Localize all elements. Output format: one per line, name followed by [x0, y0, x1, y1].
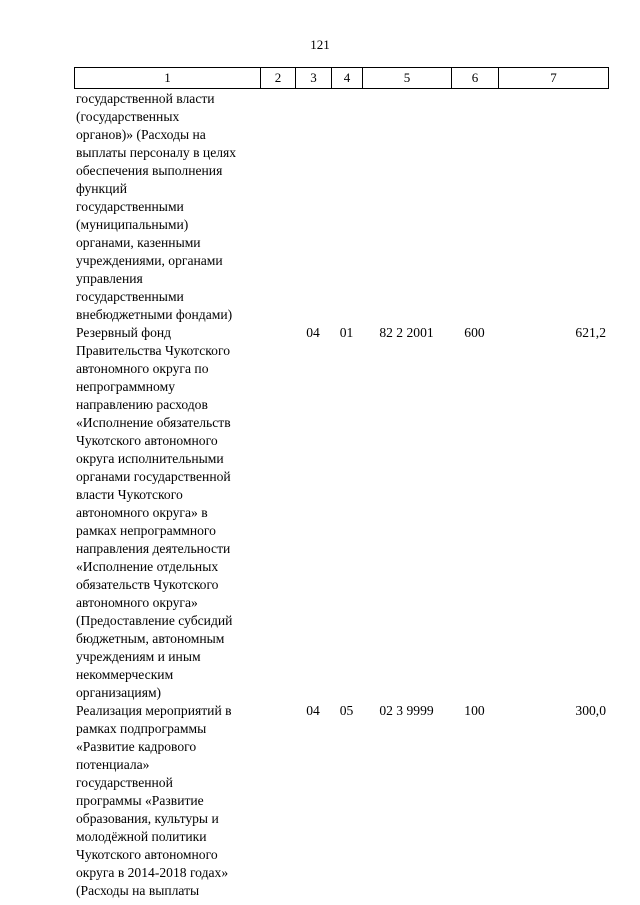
header-col-3: 3: [296, 68, 332, 89]
table-row: [74, 702, 608, 900]
header-col-7: 7: [499, 68, 609, 89]
row-name: Реализация мероприятий в рамках подпрограммы «Развитие кадрового потенциала» государственной программы «Развитие образования, культуры и молодёжной политики Чукотского автономного округа в 2014-2018 годах» (Расходы на выплаты: [76, 703, 232, 898]
row-col-5: 82 2 2001: [379, 325, 434, 340]
row-col-7: 300,0: [575, 703, 606, 718]
row-col-5: 02 3 9999: [379, 703, 434, 718]
header-col-1: 1: [75, 68, 261, 89]
header-col-4: 4: [332, 68, 363, 89]
column-header-row: [75, 68, 609, 89]
header-col-6: 6: [452, 68, 499, 89]
header-col-5: 5: [363, 68, 452, 89]
row-col-3: 04: [306, 325, 320, 340]
row-col-6: 100: [464, 703, 485, 718]
row-col-4: 01: [339, 325, 354, 340]
row-name: государственной власти (государственных органов)» (Расходы на выплаты персоналу в целях обеспечения выполнения функций государственными (муниципальными) органами, казенными учреждениями, органами управления государственными внебюджетными фондами): [76, 91, 237, 322]
row-col-4: 05: [339, 703, 354, 718]
column-header-table: [74, 67, 609, 89]
page-number: 121: [310, 37, 330, 52]
table-body: [74, 90, 608, 900]
row-name: Резервный фонд Правительства Чукотского автономного округа по непрограммному направлению расходов «Исполнение обязательств Чукотского автономного округа исполнительными органами государственной власти Чукотского автономного округа» в рамках непрограммного направления деятельности «Исполнение отдельных обязательств Чукотского автономного округа» (Предоставление субсидий бюджетным, автономным учреждениям и иным некоммерческим организациям): [76, 325, 233, 700]
header-col-2: 2: [261, 68, 296, 89]
row-col-3: 04: [306, 703, 320, 718]
table-row: [74, 90, 608, 324]
row-col-6: 600: [464, 325, 485, 340]
row-col-7: 621,2: [575, 325, 606, 340]
table-row: [74, 324, 608, 702]
